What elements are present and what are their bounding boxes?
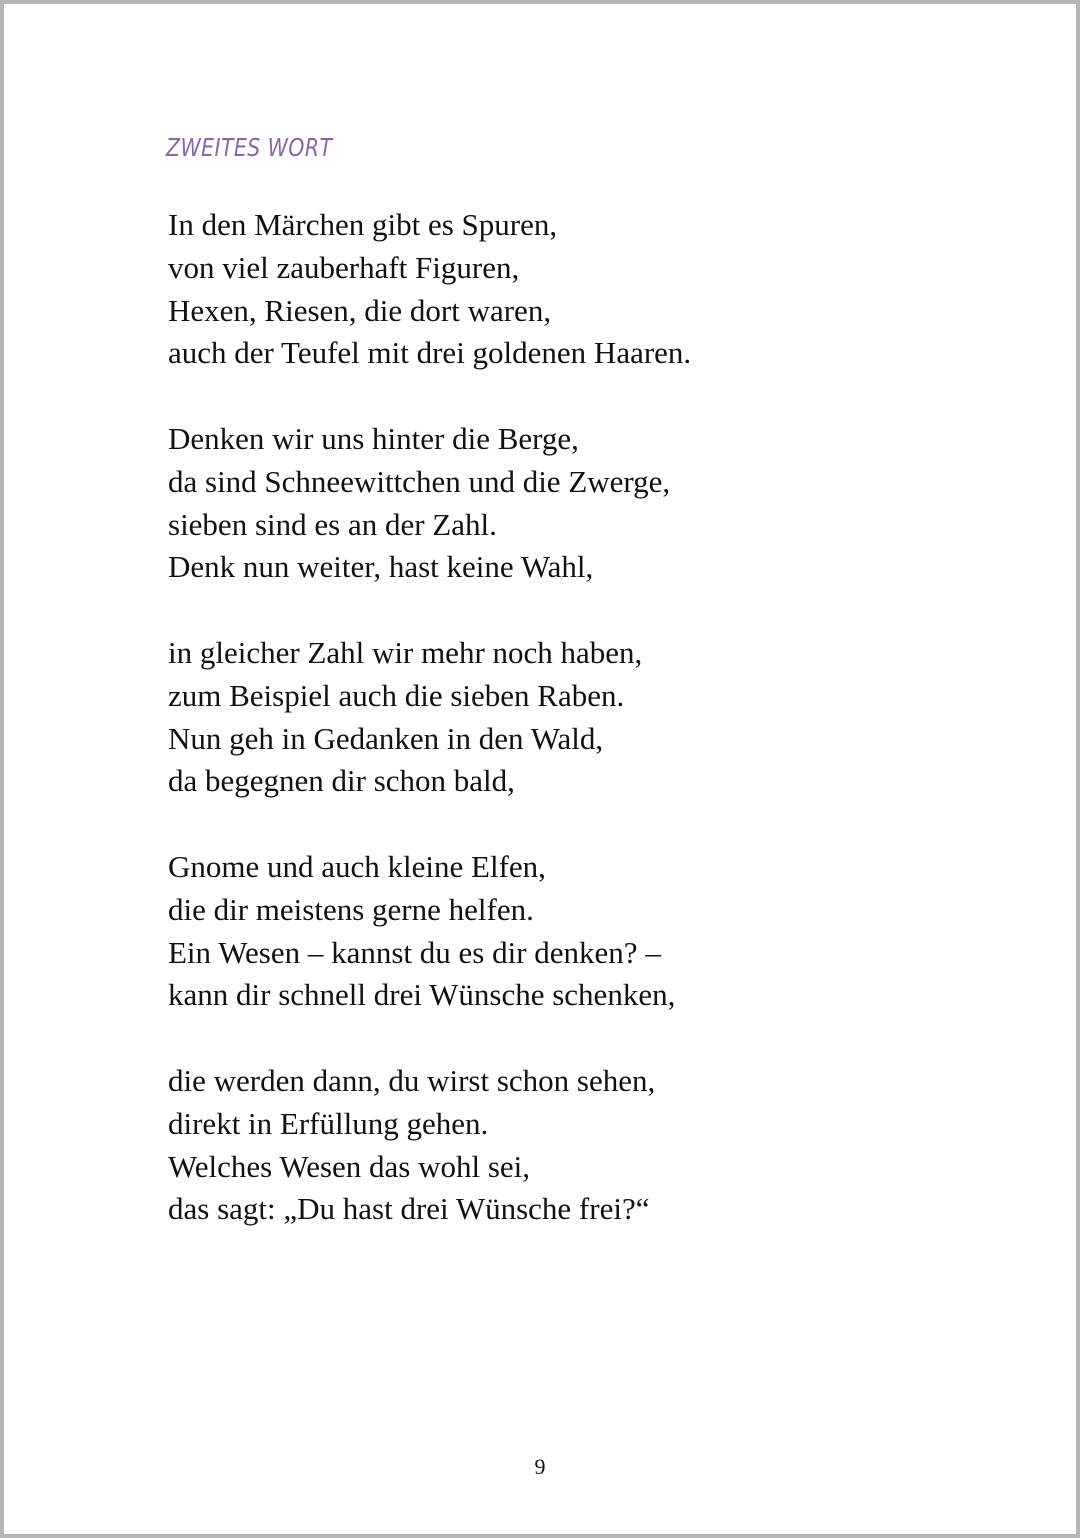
poem-line: direkt in Erfüllung gehen. <box>168 1105 489 1141</box>
stanza-2 <box>168 418 1028 589</box>
poem-line: Denk nun weiter, hast keine Wahl, <box>168 549 594 585</box>
poem-line: kann dir schnell drei Wünsche schenken, <box>168 977 676 1013</box>
poem-line: in gleicher Zahl wir mehr noch haben, <box>168 634 643 670</box>
poem-line: da begegnen dir schon bald, <box>168 763 515 799</box>
poem-line: Denken wir uns hinter die Berge, <box>168 420 579 456</box>
section-heading: ZWEITES WORT <box>166 133 333 162</box>
poem-line: Hexen, Riesen, die dort waren, <box>168 292 552 328</box>
stanza-5 <box>168 1060 1028 1231</box>
poem-line: von viel zauberhaft Figuren, <box>168 249 520 285</box>
poem-line: Ein Wesen – kannst du es dir denken? – <box>168 934 661 970</box>
poem <box>168 204 1028 1274</box>
poem-line: sieben sind es an der Zahl. <box>168 506 497 542</box>
stanza-4 <box>168 846 1028 1017</box>
poem-line: die dir meistens gerne helfen. <box>168 891 534 927</box>
poem-line: Gnome und auch kleine Elfen, <box>168 848 546 884</box>
stanza-3 <box>168 632 1028 803</box>
stanza-1 <box>168 204 1028 375</box>
poem-line: auch der Teufel mit drei goldenen Haaren. <box>168 335 692 371</box>
page-number: 9 <box>534 1454 546 1479</box>
poem-line: Nun geh in Gedanken in den Wald, <box>168 720 604 756</box>
poem-line: Welches Wesen das wohl sei, <box>168 1148 531 1184</box>
poem-line: die werden dann, du wirst schon sehen, <box>168 1062 656 1098</box>
poem-line: In den Märchen gibt es Spuren, <box>168 207 558 242</box>
poem-line: zum Beispiel auch die sieben Raben. <box>168 677 625 713</box>
poem-line: da sind Schneewittchen und die Zwerge, <box>168 463 671 499</box>
poem-line: das sagt: „Du hast drei Wünsche frei?“ <box>168 1191 650 1227</box>
